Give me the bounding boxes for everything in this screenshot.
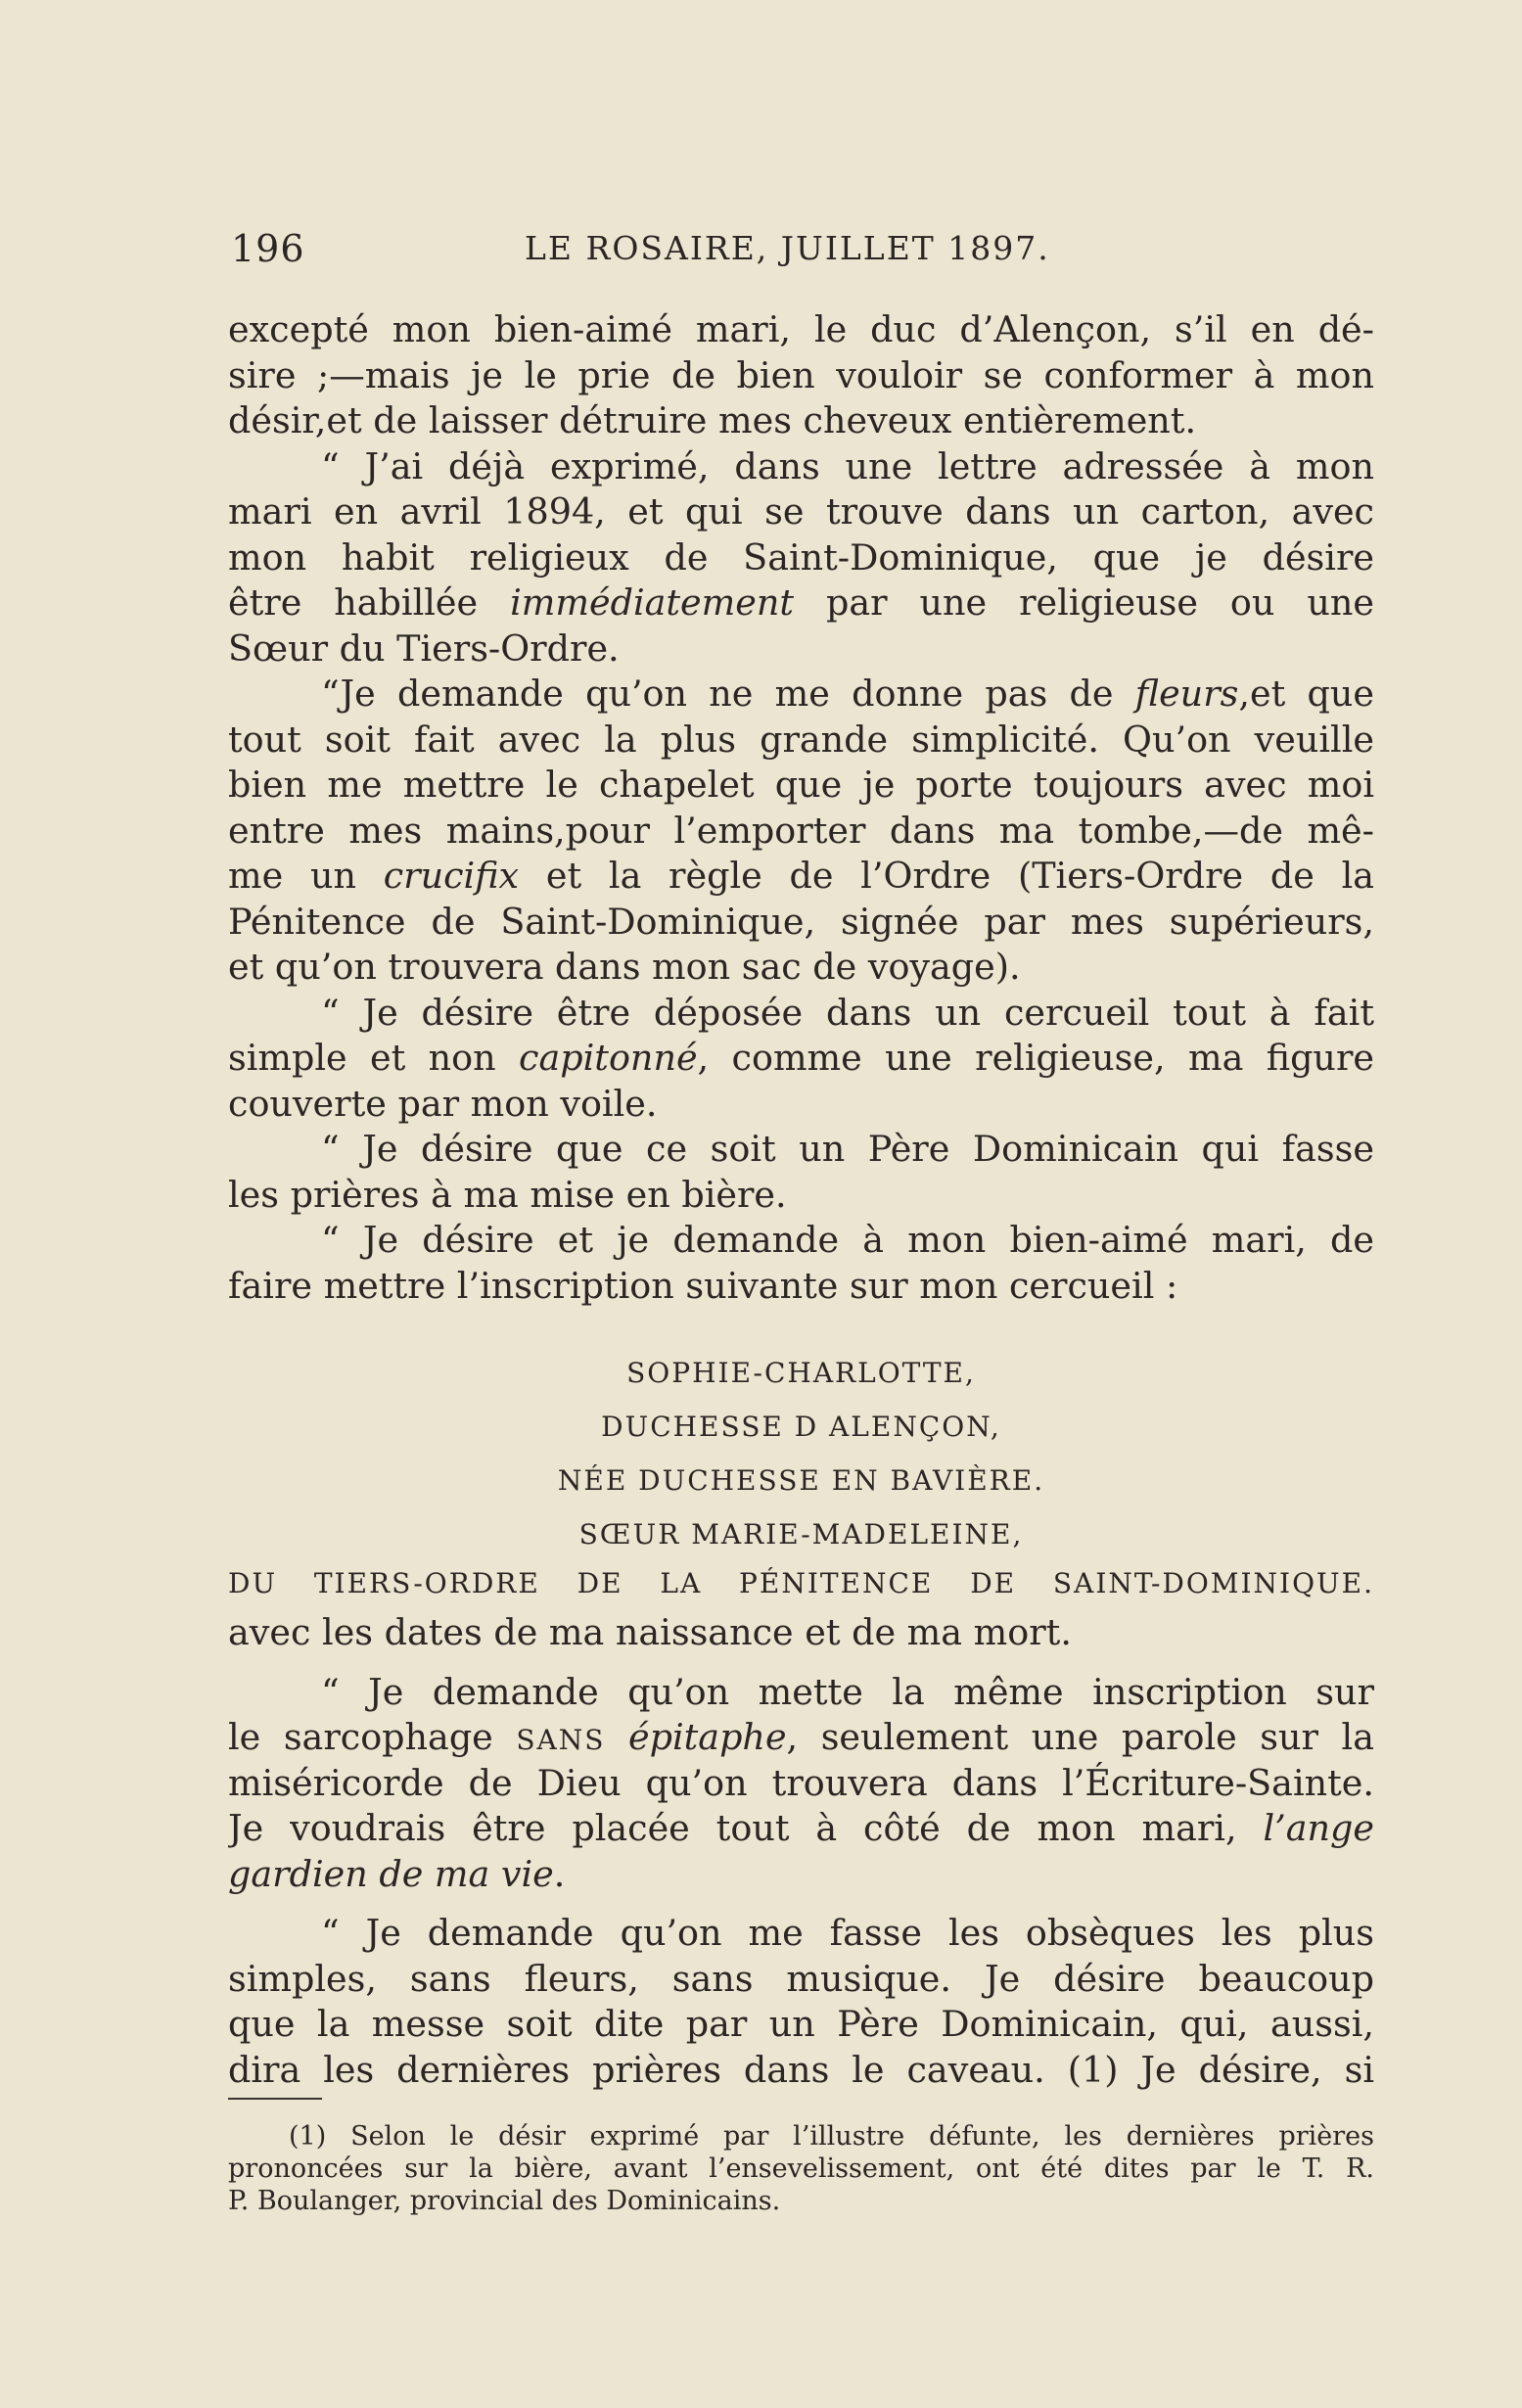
text-run: , seulement une parole sur la — [786, 1716, 1374, 1758]
body-text — [228, 307, 1374, 2093]
text-run: être habillée — [228, 581, 511, 624]
text-line — [228, 671, 1374, 718]
text-line: dira les dernières prières dans le caveau. (1) Je désire, si — [228, 2048, 1374, 2091]
inscription-line: NÉE DUCHESSE EN BAVIÈRE. — [557, 1464, 1045, 1497]
italic-run: épitaphe — [628, 1716, 787, 1758]
text-line: les prières à ma mise en bière. — [228, 1173, 787, 1216]
text-line: Pénitence de Saint-Dominique, signée par mes supérieurs, — [228, 900, 1374, 943]
text-line: “ Je demande qu’on me fasse les obsèques les plus — [321, 1912, 1374, 1954]
text-run: par une religieuse ou une — [794, 581, 1374, 624]
text-line: simples, sans fleurs, sans musique. Je désire beaucoup — [228, 1957, 1374, 2000]
text-line: “ Je désire et je demande à mon bien-aimé mari, de — [321, 1219, 1374, 1261]
text-run: me un — [228, 855, 384, 897]
paragraph-6 — [228, 1218, 1374, 1309]
paragraph-2 — [228, 444, 1374, 672]
text-line: miséricorde de Dieu qu’on trouvera dans l’Écriture-Sainte. — [228, 1761, 1374, 1804]
text-line: Sœur du Tiers-Ordre. — [228, 626, 620, 670]
italic-run: crucifix — [383, 855, 520, 897]
text-line: mon habit religieux de Saint-Dominique, que je désire — [228, 535, 1374, 579]
running-head: LE ROSAIRE, JUILLET 1897. — [525, 229, 1050, 267]
text-line — [228, 1715, 1374, 1761]
text-line: couverte par mon voile. — [228, 1082, 658, 1125]
italic-run: l’ange — [1263, 1807, 1374, 1849]
text-run — [605, 1716, 628, 1758]
italic-run: gardien de ma vie — [228, 1852, 554, 1895]
text-run: “Je demande qu’on ne me donne pas de — [321, 672, 1135, 715]
text-line: entre mes mains,pour l’emporter dans ma tombe,—de mê- — [228, 809, 1374, 852]
text-line: “ Je demande qu’on mette la même inscription sur — [321, 1670, 1374, 1713]
text-line: “ Je désire que ce soit un Père Dominicain qui fasse — [321, 1128, 1374, 1170]
text-line — [228, 1806, 1374, 1852]
text-line: “ J’ai déjà exprimé, dans une lettre adressée à mon — [321, 444, 1374, 487]
small-caps-run: SANS — [516, 1724, 606, 1756]
text-line: “ Je désire être déposée dans un cercueil tout à fait — [321, 991, 1374, 1034]
footnote-rule — [228, 2098, 322, 2100]
text-line — [228, 580, 1374, 626]
text-line: que la messe soit dite par un Père Dominicain, qui, aussi, — [228, 2003, 1374, 2045]
text-line: sire ;—mais je le prie de bien vouloir se conformer à mon — [228, 353, 1374, 396]
text-line: mari en avril 1894, et qui se trouve dans un carton, avec — [228, 490, 1374, 533]
paragraph-5 — [228, 1127, 1374, 1218]
text-line: faire mettre l’inscription suivante sur mon cercueil : — [228, 1264, 1178, 1307]
paragraph-4 — [228, 991, 1374, 1128]
footnote-line: (1) Selon le désir exprimé par l’illustre défunte, les dernières prières — [289, 2121, 1374, 2152]
footnote-line: P. Boulanger, provincial des Dominicains. — [228, 2186, 781, 2216]
text-line — [228, 1036, 1374, 1082]
text-line: avec les dates de ma naissance et de ma mort. — [228, 1611, 1072, 1653]
text-run: . — [553, 1852, 566, 1895]
italic-run: fleurs — [1134, 672, 1239, 715]
paragraph-1 — [228, 307, 1374, 444]
text-run: le sarcophage — [228, 1716, 517, 1758]
page-number: 196 — [231, 227, 305, 270]
text-line: désir,et de laisser détruire mes cheveux entièrement. — [228, 399, 1197, 441]
inscription-line: SOPHIE-CHARLOTTE, — [626, 1357, 976, 1389]
text-line: excepté mon bien-aimé mari, le duc d’Alençon, s’il en dé- — [228, 308, 1374, 350]
inscription-line: DU TIERS-ORDRE DE LA PÉNITENCE DE SAINT-DOMINIQUE. — [228, 1567, 1374, 1599]
inscription-block — [228, 1346, 1374, 1606]
text-line: et qu’on trouvera dans mon sac de voyage). — [228, 946, 1021, 988]
page-header — [231, 223, 1374, 282]
text-run: Je voudrais être placée tout à côté de mon mari, — [228, 1807, 1264, 1849]
footnote-line: prononcées sur la bière, avant l’ensevelissement, ont été dites par le T. R. — [228, 2153, 1374, 2184]
inscription-line: DUCHESSE D ALENÇON, — [601, 1411, 1001, 1443]
paragraph-9 — [228, 1911, 1374, 2093]
text-line: tout soit fait avec la plus grande simplicité. Qu’on veuille — [228, 718, 1374, 761]
text-run: ,et que — [1238, 672, 1374, 715]
text-line — [228, 1852, 1374, 1898]
text-line — [228, 854, 1374, 900]
inscription-line: SŒUR MARIE-MADELEINE, — [578, 1518, 1024, 1551]
paragraph-3 — [228, 671, 1374, 991]
paragraph-7 — [228, 1610, 1374, 1656]
text-run: simple et non — [228, 1037, 520, 1079]
text-line: bien me mettre le chapelet que je porte toujours avec moi — [228, 764, 1374, 806]
text-run: et la règle de l’Ordre (Tiers-Ordre de la — [519, 855, 1374, 897]
footnote — [228, 2120, 1374, 2217]
text-run: , comme une religieuse, ma figure — [697, 1037, 1374, 1079]
italic-run: capitonné — [519, 1037, 698, 1079]
italic-run: immédiatement — [510, 581, 795, 624]
paragraph-8 — [228, 1670, 1374, 1898]
